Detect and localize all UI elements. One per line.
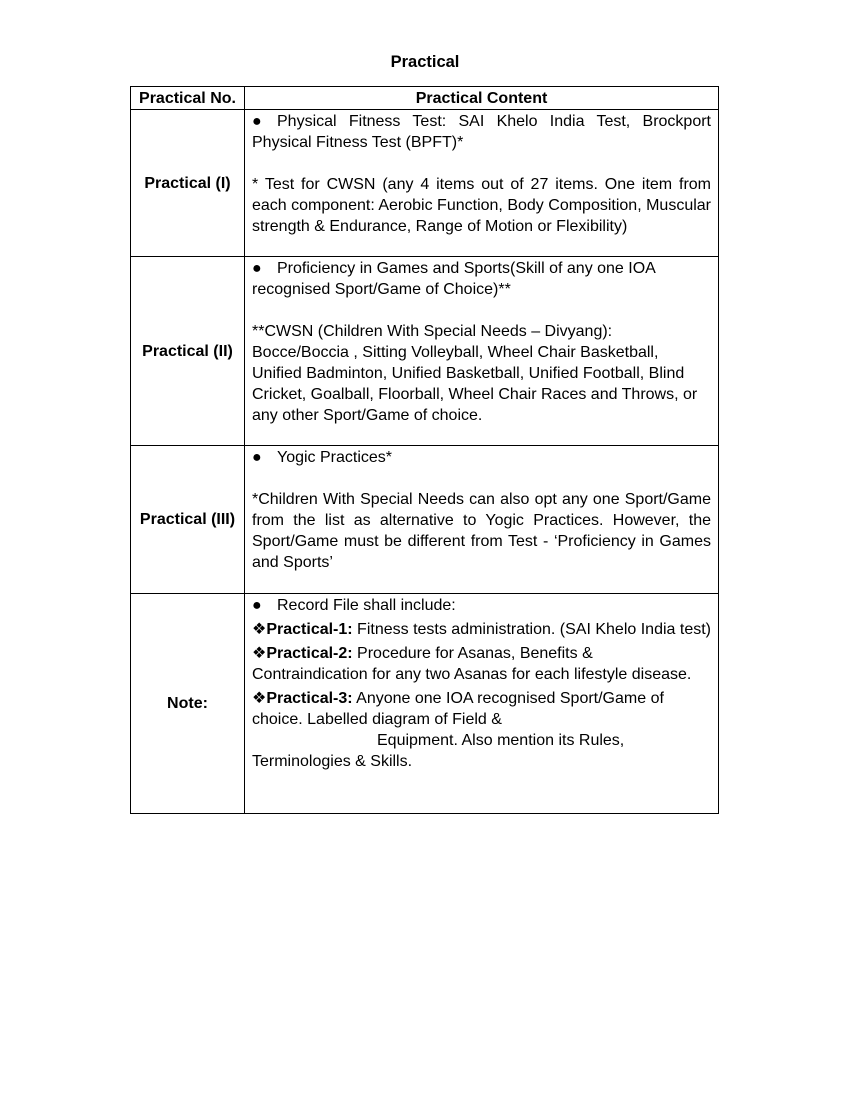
row-note: **CWSN (Children With Special Needs – Divyang): Bocce/Boccia , Sitting Volleyball, Wheel Chair Basketball, Unified Badminton, Unified Basketball, Unified Football, Blind Cricket, Goalball, Floorball, Wheel Chair Races and Throws, or any other Sport/Game of choice. <box>252 323 698 424</box>
row-note: * Test for CWSN (any 4 items out of 27 items. One item from each component: Aerobic Function, Body Composition, Muscular strength & Endurance, Range of Motion or Flexibility) <box>252 176 711 235</box>
diamond-icon: ❖ <box>252 621 267 638</box>
note-content <box>245 594 719 814</box>
bullet-text: Record File shall include: <box>277 597 456 614</box>
record-item-head: Practical-2: <box>266 645 353 662</box>
record-item-2 <box>252 643 711 685</box>
list-item <box>252 595 711 616</box>
row-label: Practical (I) <box>131 110 245 257</box>
row-content <box>245 446 719 594</box>
table-row <box>131 446 719 594</box>
record-item-3 <box>252 688 711 772</box>
diamond-icon: ❖ <box>252 645 267 662</box>
practical-table <box>130 86 719 814</box>
bullet-text: Yogic Practices* <box>277 449 393 466</box>
diamond-icon: ❖ <box>252 690 267 707</box>
record-item-text: Fitness tests administration. (SAI Khelo India test) <box>352 621 711 638</box>
bullet-text: Proficiency in Games and Sports(Skill of any one IOA recognised Sport/Game of Choice)** <box>252 260 655 298</box>
row-label: Practical (III) <box>131 446 245 594</box>
table-row <box>131 257 719 446</box>
list-item <box>252 111 711 153</box>
row-content <box>245 110 719 257</box>
bullet-icon: ● <box>252 449 262 466</box>
table-header-row <box>131 87 719 110</box>
header-practical-content: Practical Content <box>245 87 719 110</box>
row-content <box>245 257 719 446</box>
table-row <box>131 110 719 257</box>
bullet-icon: ● <box>252 260 262 277</box>
table-row <box>131 594 719 814</box>
note-label: Note: <box>131 594 245 814</box>
record-item-continuation: Equipment. Also mention its Rules, Terminologies & Skills. <box>252 732 625 770</box>
record-item-head: Practical-1: <box>266 621 353 638</box>
bullet-text: Physical Fitness Test: SAI Khelo India Test, Brockport Physical Fitness Test (BPFT)* <box>252 113 711 151</box>
bullet-icon: ● <box>252 113 262 130</box>
header-practical-no: Practical No. <box>131 87 245 110</box>
record-item-text: Anyone one IOA recognised Sport/Game of choice. Labelled diagram of Field & <box>252 690 664 728</box>
record-item-text: Procedure for Asanas, Benefits & Contraindication for any two Asanas for each lifestyle disease. <box>252 645 692 683</box>
row-label: Practical (II) <box>131 257 245 446</box>
bullet-icon: ● <box>252 597 262 614</box>
record-item-head: Practical-3: <box>266 690 353 707</box>
page-title: Practical <box>390 53 460 71</box>
row-note: *Children With Special Needs can also opt any one Sport/Game from the list as alternative to Yogic Practices. However, the Sport/Game must be different from Test - ‘Proficiency in Games and Sports’ <box>252 491 711 571</box>
record-item-1 <box>252 619 711 640</box>
list-item <box>252 447 711 468</box>
list-item <box>252 258 711 300</box>
